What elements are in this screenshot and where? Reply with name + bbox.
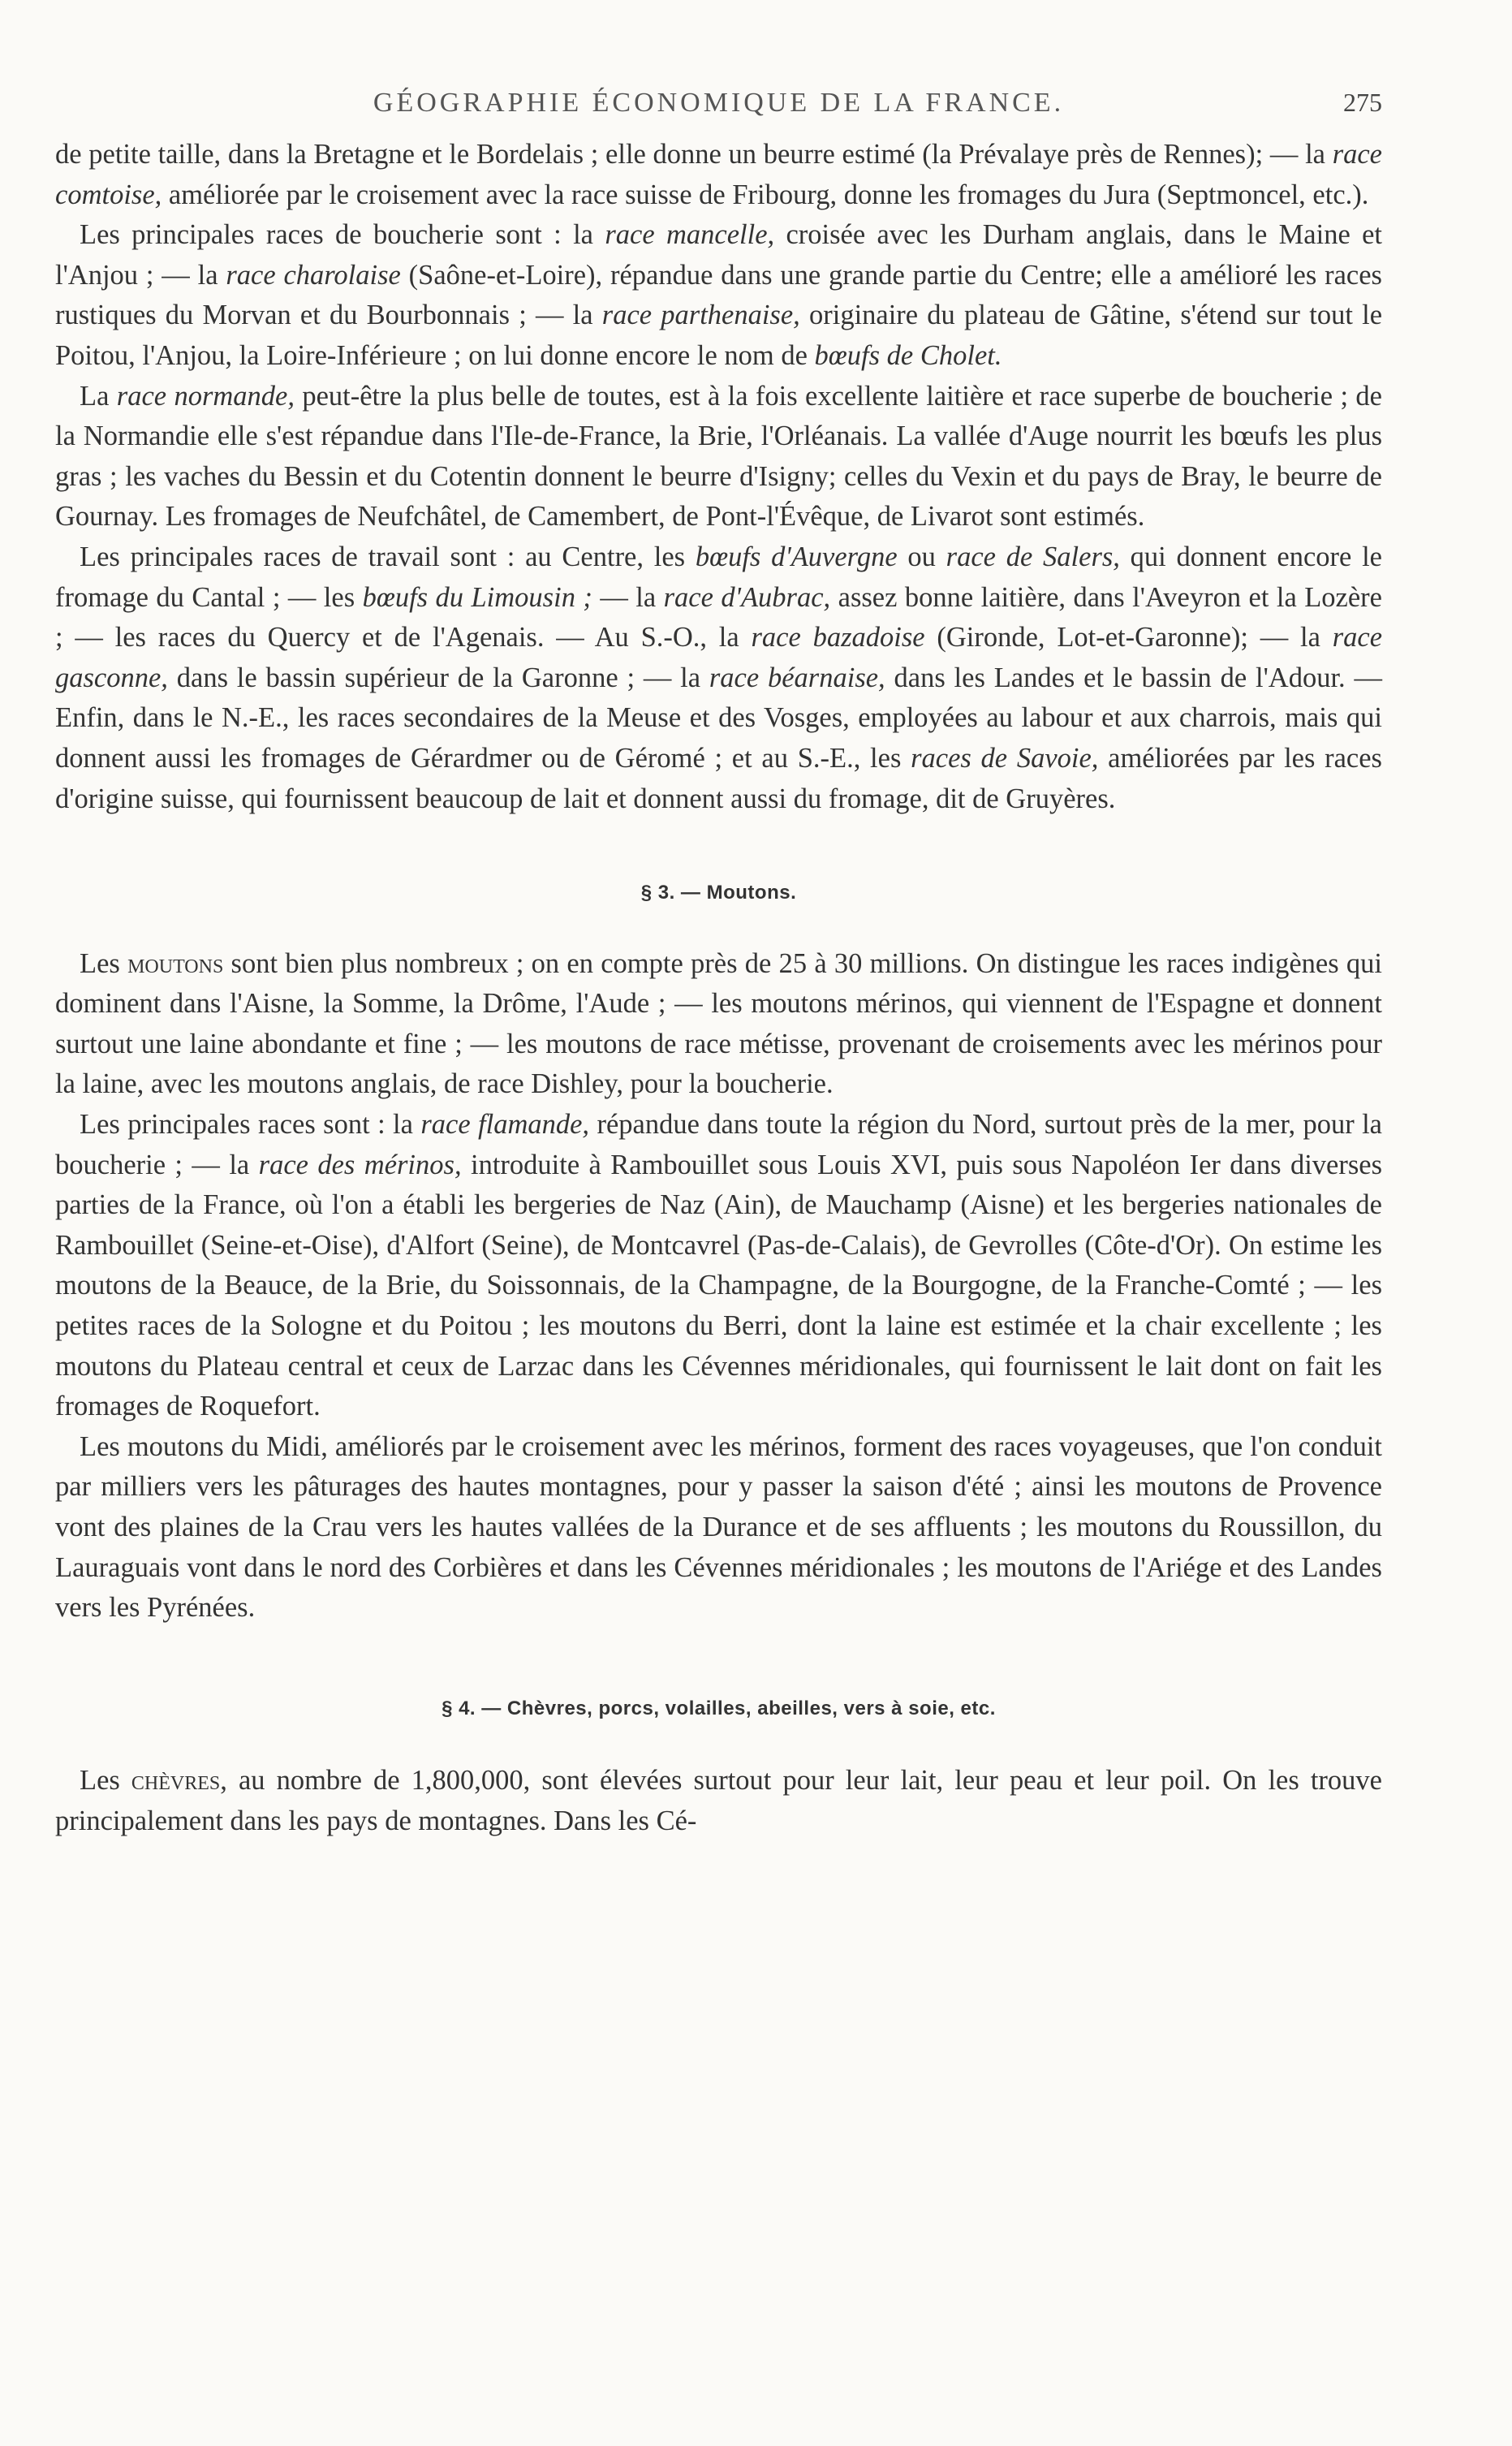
section-heading-chevres: § 4. — Chèvres, porcs, volailles, abeilles, vers à soie, etc. [442,1697,996,1719]
section-heading-moutons: § 3. — Moutons. [640,882,797,904]
running-title: GÉOGRAPHIE ÉCONOMIQUE DE LA FRANCE. [373,88,1065,118]
paragraph-butcher-breeds: Les principales races de boucherie sont : la race mancelle, croisée avec les Durham anglais, dans le Maine et l'Anjou ; — la race charolaise (Saône-et-Loire), répandue dans une grande partie du Centre; elle a amélioré les races rustiques du Morvan et du Bourbonnais ; — la race parthenaise, originaire du plateau de Gâtine, s'étend sur tout le Poitou, l'Anjou, la Loire-Inférieure ; on lui donne encore le nom de bœufs de Cholet. [55,219,1383,371]
paragraph-migratory-sheep: Les moutons du Midi, améliorés par le croisement avec les mérinos, forment des races voyageuses, que l'on conduit par milliers vers les pâturages des hautes montagnes, pour y passer la saison d'été ; ainsi les moutons de Provence vont des plaines de la Crau vers les hautes vallées de la Durance et de ses affluents ; les moutons du Roussillon, du Lauraguais vont dans le nord des Corbières et dans les Cévennes méridionales ; les moutons de l'Ariége et des Landes vers les Pyrénées. [55,1430,1382,1624]
body-text [55,135,1382,1842]
paragraph-sheep-overview: Les moutons sont bien plus nombreux ; on en compte près de 25 à 30 millions. On distingue les races indigènes qui dominent dans l'Aisne, la Somme, la Drôme, l'Aude ; — les moutons mérinos, qui viennent de l'Espagne et donnent surtout une laine abondante et fine ; — les moutons de race métisse, provenant de croisements avec les mérinos pour la laine, avec les moutons anglais, de race Dishley, pour la boucherie. [55,947,1382,1100]
paragraph-sheep-breeds: Les principales races sont : la race flamande, répandue dans toute la région du Nord, surtout près de la mer, pour la boucherie ; — la race des mérinos, introduite à Rambouillet sous Louis XVI, puis sous Napoléon Ier dans diverses parties de la France, où l'on a établi les bergeries de Naz (Ain), de Mauchamp (Aisne) et les bergeries nationales de Rambouillet (Seine-et-Oise), d'Alfort (Seine), de Montcavrel (Pas-de-Calais), de Gevrolles (Côte-d'Or). On estime les moutons de la Beauce, de la Brie, du Soissonnais, de la Champagne, de la Bourgogne, de la Franche-Comté ; — les petites races de la Sologne et du Poitou ; les moutons du Berri, dont la laine est estimée et la chair excellente ; les moutons du Plateau central et ceux de Larzac dans les Cévennes méridionales, qui fournissent le lait dont on fait les fromages de Roquefort. [55,1109,1383,1422]
paragraph-goats: Les chèvres, au nombre de 1,800,000, sont élevées surtout pour leur lait, leur peau et leur poil. On les trouve principalement dans les pays de montagnes. Dans les Cé- [55,1765,1382,1836]
running-head [55,88,1382,128]
paragraph-work-breeds: Les principales races de travail sont : au Centre, les bœufs d'Auvergne ou race de Salers, qui donnent encore le fromage du Cantal ; — les bœufs du Limousin ; — la race d'Aubrac, assez bonne laitière, dans l'Aveyron et la Lozère ; — les races du Quercy et de l'Agenais. — Au S.-O., la race bazadoise (Gironde, Lot-et-Garonne); — la race gasconne, dans le bassin supérieur de la Garonne ; — la race béarnaise, dans les Landes et le bassin de l'Adour. — Enfin, dans le N.-E., les races secondaires de la Meuse et des Vosges, employées au labour et aux charrois, mais qui donnent aussi les fromages de Gérardmer ou de Géromé ; et au S.-E., les races de Savoie, améliorées par les races d'origine suisse, qui fournissent beaucoup de lait et donnent aussi du fromage, dit de Gruyères. [55,541,1383,814]
paragraph-normandy-breed: La race normande, peut-être la plus belle de toutes, est à la fois excellente laitière et race superbe de boucherie ; de la Normandie elle s'est répandue dans l'Ile-de-France, la Brie, l'Orléanais. La vallée d'Auge nourrit les bœufs les plus gras ; les vaches du Bessin et du Cotentin donnent le beurre d'Isigny; celles du Vexin et du pays de Bray, le beurre de Gournay. Les fromages de Neufchâtel, de Camembert, de Pont-l'Évêque, de Livarot sont estimés. [55,380,1382,533]
paragraph-cattle-breeds-continued: de petite taille, dans la Bretagne et le Bordelais ; elle donne un beurre estimé (la Prévalaye près de Rennes); — la race comtoise, améliorée par le croisement avec la race suisse de Fribourg, donne les fromages du Jura (Septmoncel, etc.). [55,139,1382,210]
page-number: 275 [1343,88,1382,117]
